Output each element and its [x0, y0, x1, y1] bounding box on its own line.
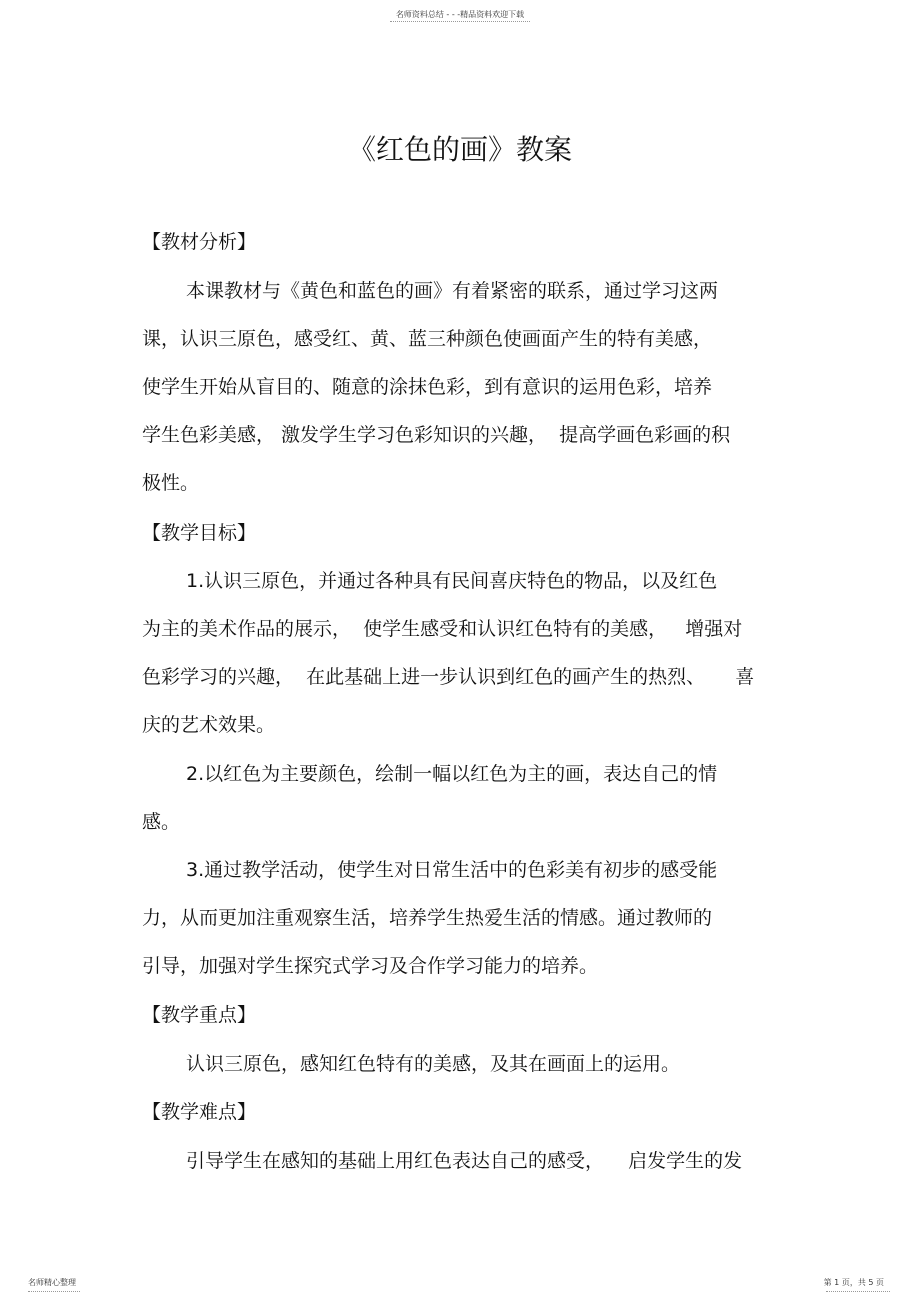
paragraph-line: 引导学生在感知的基础上用红色表达自己的感受， 启发学生的发 — [186, 1150, 743, 1172]
paragraph-line: 本课教材与《黄色和蓝色的画》有着紧密的联系，通过学习这两 — [186, 280, 719, 302]
header-divider — [390, 21, 530, 22]
footer-left-note: 名师精心整理 — [28, 1278, 76, 1287]
header-note: 名师资料总结 - - -精品资料欢迎下载 — [395, 10, 525, 19]
paragraph-line: 课，认识三原色，感受红、黄、蓝三种颜色使画面产生的特有美感， — [142, 328, 713, 350]
footer-page-number: 第 1 页，共 5 页 — [823, 1278, 884, 1287]
footer-divider-left — [28, 1291, 80, 1292]
section-heading-key: 【教学重点】 — [142, 1004, 257, 1026]
paragraph-line: 力，从而更加注重观察生活，培养学生热爱生活的情感。通过教师的 — [142, 907, 713, 929]
paragraph-line: 使学生开始从盲目的、随意的涂抹色彩，到有意识的运用色彩，培养 — [142, 376, 713, 398]
paragraph-line: 学生色彩美感， 激发学生学习色彩知识的兴趣， 提高学画色彩画的积 — [142, 424, 731, 446]
page-title: 《红色的画》教案 — [347, 133, 572, 166]
paragraph-line: 为主的美术作品的展示， 使学生感受和认识红色特有的美感， 增强对 — [142, 618, 743, 640]
paragraph-line: 引导，加强对学生探究式学习及合作学习能力的培养。 — [142, 955, 599, 977]
footer-divider-right — [826, 1291, 890, 1292]
paragraph-line: 3.通过教学活动，使学生对日常生活中的色彩美有初步的感受能 — [186, 859, 718, 881]
section-heading-goals: 【教学目标】 — [142, 522, 257, 544]
paragraph-line: 极性。 — [142, 472, 200, 494]
paragraph-line: 庆的艺术效果。 — [142, 714, 276, 736]
paragraph-line: 2.以红色为主要颜色，绘制一幅以红色为主的画，表达自己的情 — [186, 763, 718, 785]
paragraph-line: 感。 — [142, 811, 181, 833]
section-heading-difficulty: 【教学难点】 — [142, 1101, 257, 1123]
paragraph-line: 认识三原色，感知红色特有的美感，及其在画面上的运用。 — [186, 1053, 681, 1075]
paragraph-line: 1.认识三原色，并通过各种具有民间喜庆特色的物品，以及红色 — [186, 570, 718, 592]
section-heading-analysis: 【教材分析】 — [142, 231, 257, 253]
paragraph-line: 色彩学习的兴趣， 在此基础上进一步认识到红色的画产生的热烈、 喜 — [142, 666, 755, 688]
